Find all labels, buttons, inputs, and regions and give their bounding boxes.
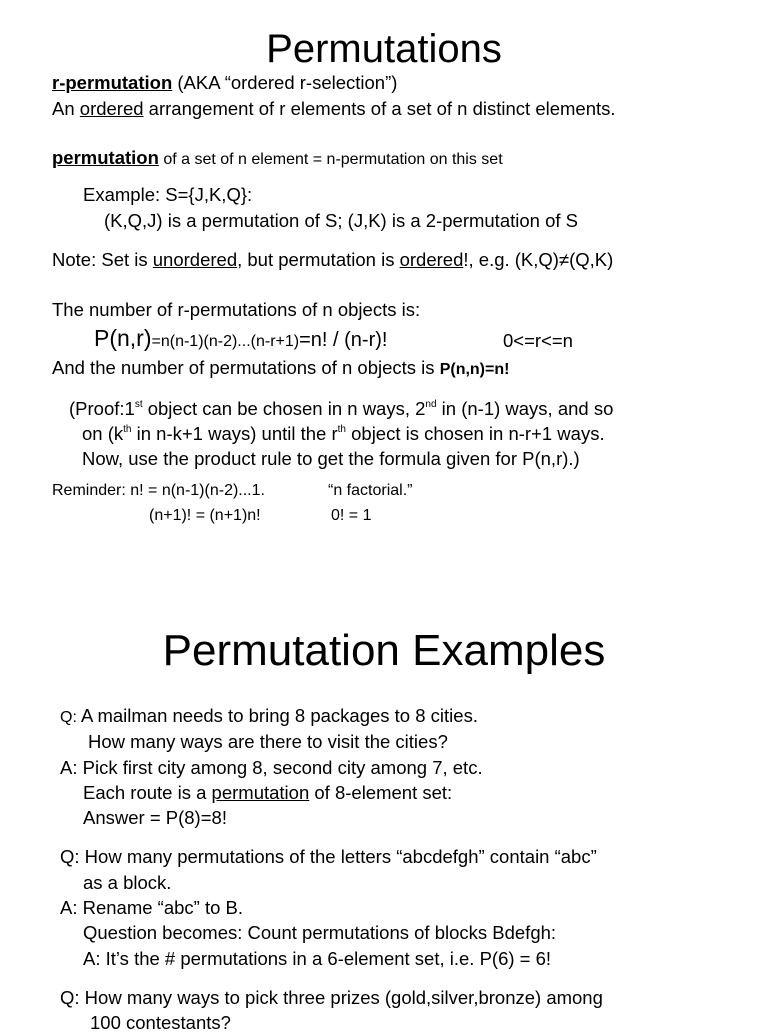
reminder-n-factorial: “n factorial.” [328, 482, 413, 499]
a1-line-3: Answer = P(8)=8! [83, 807, 227, 828]
permutations-of-n-line [52, 359, 509, 378]
reminder-line-2: (n+1)! = (n+1)n! [149, 507, 261, 524]
permutation-definition [52, 149, 503, 168]
proof-a-sup: st [134, 399, 143, 410]
example-line-1: Example: S={J,K,Q}: [83, 184, 253, 205]
note-ordered: ordered [399, 249, 464, 270]
q2-line-2: as a block. [83, 872, 172, 893]
note-pre: Note: Set is [52, 249, 153, 270]
formula-p-n-r: P(n,r) [94, 325, 152, 351]
q3-line-2: 100 contestants? [90, 1012, 231, 1033]
proof-line-2 [82, 425, 605, 444]
a2-line-2: Question becomes: Count permutations of blocks Bdefgh: [83, 922, 557, 943]
a2-line-1: A: Rename “abc” to B. [60, 897, 244, 918]
note-line [52, 251, 613, 270]
proof-a: (Proof:1 [69, 398, 135, 419]
proof-c: in (n-1) ways, and so [436, 398, 614, 419]
and-line-formula: P(n,n)=n! [439, 361, 510, 378]
proof2-b-sup: th [337, 424, 346, 435]
proof-b-sup: nd [425, 399, 437, 410]
q1-prefix: Q: [60, 709, 77, 726]
formula-product: =n(n-1)(n-2)...(n-r+1) [151, 333, 300, 350]
proof-line-3: Now, use the product rule to get the formula given for P(n,r).) [82, 448, 580, 469]
a1-line-2-post: of 8-element set: [309, 782, 453, 803]
permutation-definition-text: of a set of n element = n-permutation on this set [158, 151, 503, 168]
permutation-term: permutation [52, 147, 159, 168]
definition-ordered: ordered [79, 98, 144, 119]
a1-line-1: A: Pick first city among 8, second city among 7, etc. [60, 757, 483, 778]
a1-line-2-pre: Each route is a [83, 782, 212, 803]
r-permutation-heading [52, 74, 397, 93]
proof2-c: object is chosen in n-r+1 ways. [345, 423, 605, 444]
q1-line-2: How many ways are there to visit the cities? [88, 731, 448, 752]
a1-line-2-permutation: permutation [211, 782, 310, 803]
q3-line-1: Q: How many ways to pick three prizes (gold,silver,bronze) among [60, 987, 603, 1008]
reminder-zero-factorial: 0! = 1 [331, 507, 372, 524]
a1-line-2 [83, 784, 452, 803]
proof2-a-sup: th [123, 424, 132, 435]
r-permutation-aka: (AKA “ordered r-selection”) [172, 72, 398, 93]
proof2-a: on (k [82, 423, 124, 444]
definition-pre: An [52, 98, 80, 119]
example-line-2: (K,Q,J) is a permutation of S; (J,K) is a 2-permutation of S [104, 210, 578, 231]
slide-title-permutations: Permutations [266, 27, 502, 71]
slide-title-permutation-examples: Permutation Examples [162, 626, 606, 675]
definition-post: arrangement of r elements of a set of n distinct elements. [143, 98, 616, 119]
q1-line-1 [60, 707, 478, 726]
q2-line-1: Q: How many permutations of the letters “abcdefgh” contain “abc” [60, 846, 597, 867]
proof-b: object can be chosen in n ways, 2 [142, 398, 426, 419]
note-unordered: unordered [152, 249, 238, 270]
note-mid: , but permutation is [237, 249, 400, 270]
note-post: !, e.g. (K,Q)≠(Q,K) [463, 249, 614, 270]
a2-line-3: A: It’s the # permutations in a 6-element set, i.e. P(6) = 6! [83, 948, 552, 969]
r-permutation-term: r-permutation [52, 72, 173, 93]
number-of-r-permutations-line: The number of r-permutations of n objects is: [52, 299, 421, 320]
proof-line-1 [69, 400, 613, 419]
and-line-text: And the number of permutations of n objects is [52, 357, 440, 378]
proof2-b: in n-k+1 ways) until the r [131, 423, 338, 444]
reminder-line-1: Reminder: n! = n(n-1)(n-2)...1. [52, 482, 265, 499]
r-permutation-definition [52, 100, 616, 119]
q1-text: A mailman needs to bring 8 packages to 8 cities. [76, 705, 478, 726]
formula-factorial: =n! / (n-r)! [299, 329, 388, 351]
permutation-formula [94, 327, 387, 350]
formula-range: 0<=r<=n [503, 330, 573, 351]
